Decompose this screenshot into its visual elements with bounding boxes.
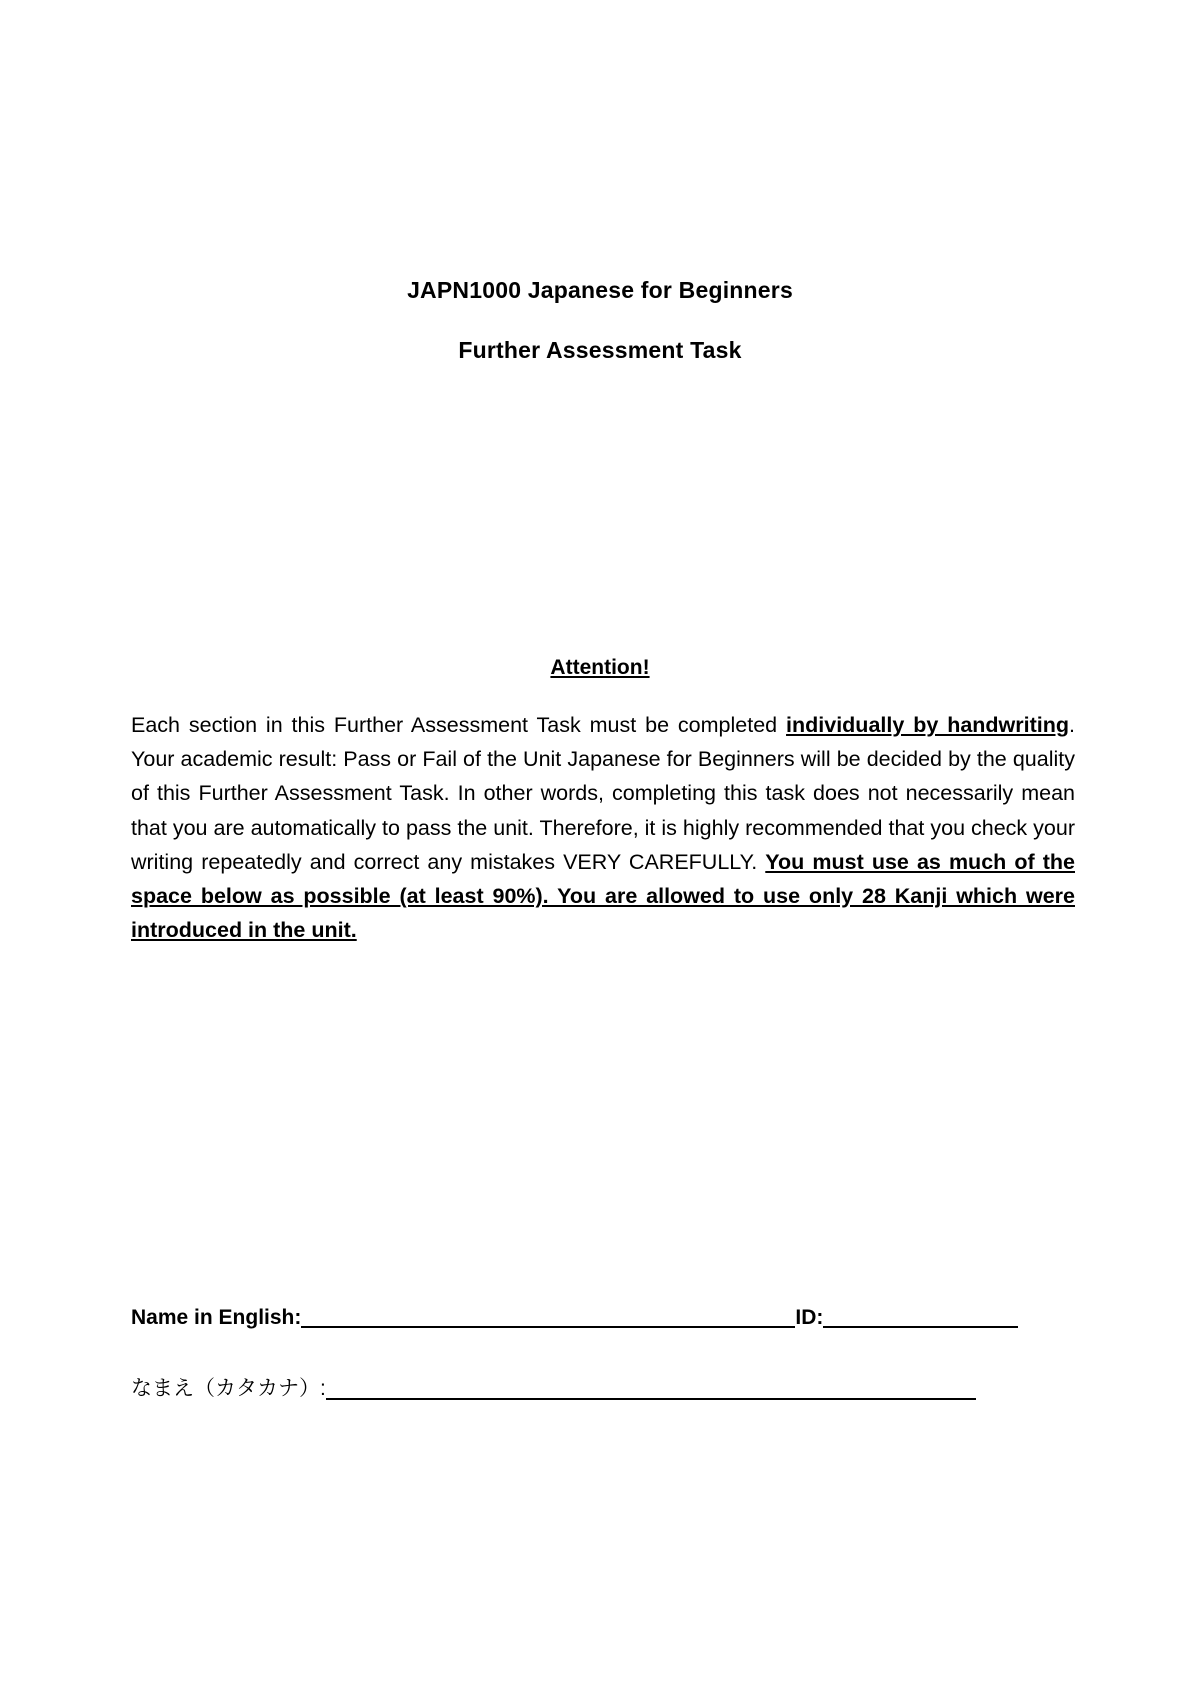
name-english-field[interactable] — [301, 1304, 795, 1328]
name-english-label: Name in English: — [131, 1306, 302, 1329]
name-english-row — [131, 1304, 1018, 1330]
notice-text-2: . Your academic result: Pass or Fail of the Unit Japanese for Beginners will be decided by the quality of this Further Assessment Task. In other words, completing this task does not necessarily mean that you are automatically to pass the unit. Therefore, it is highly recommended that you check your writing repeatedly and correct any mistakes VERY CAREFULLY. — [131, 713, 1075, 874]
notice-emphasis-handwriting: individually by handwriting — [786, 713, 1070, 737]
id-label: ID: — [795, 1306, 824, 1329]
course-title: JAPN1000 Japanese for Beginners — [407, 277, 793, 303]
name-katakana-label: なまえ（カタカナ）: — [131, 1377, 326, 1400]
id-field[interactable] — [823, 1304, 1018, 1328]
notice-text-1: Each section in this Further Assessment Task must be completed — [131, 713, 787, 737]
name-katakana-field[interactable] — [326, 1376, 976, 1400]
name-katakana-row — [131, 1372, 976, 1402]
notice-emphasis-space-kanji: You must use as much of the space below as possible (at least 90%). You are allowed to use only 28 Kanji which were introduced in the unit. — [131, 849, 1075, 943]
notice-paragraph — [131, 708, 1075, 947]
attention-heading: Attention! — [550, 656, 650, 679]
task-title: Further Assessment Task — [458, 337, 742, 363]
